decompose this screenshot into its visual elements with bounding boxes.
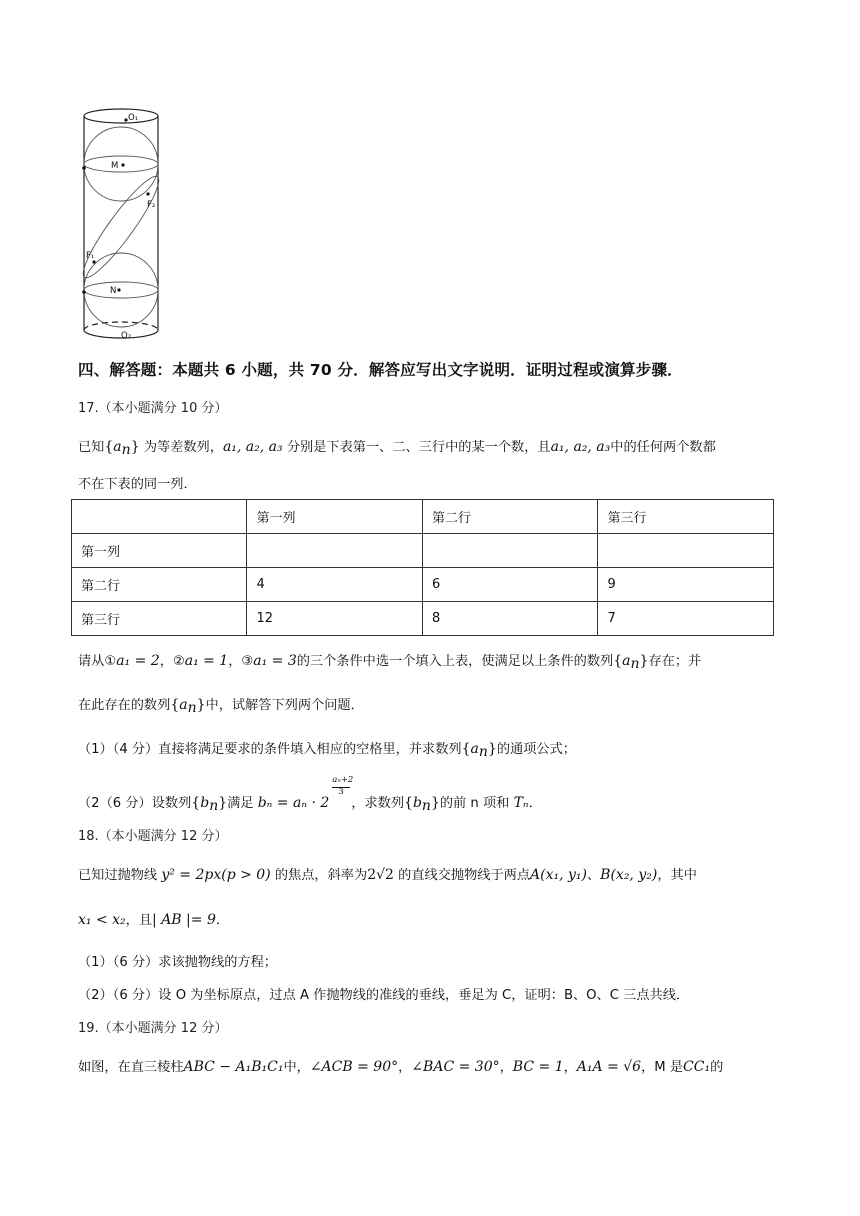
q19-line1: 如图，在直三棱柱ABC − A₁B₁C₁中，∠ACB = 90°，∠BAC = 30°，BC = 1，A₁A = √6，M 是CC₁的 <box>78 1059 724 1075</box>
table-row <box>72 534 774 568</box>
q17-choose-line: 请从①a₁ = 2，②a₁ = 1，③a₁ = 3的三个条件中选一个填入上表，使满足以上条件的数列$\{a_n\}$存在；并 <box>78 653 702 672</box>
table-cell: 12 <box>247 602 423 636</box>
q17-intro-line1: 已知$\{a_n\}$ 为等差数列，a₁, a₂, a₃ 分别是下表第一、二、三行中的某一个数，且a₁, a₂, a₃中的任何两个数都 <box>78 439 716 458</box>
q17-title: 17.（本小题满分 10 分） <box>78 401 228 416</box>
exponent: $\frac{\text{aₙ+2}}{3}$ <box>332 775 354 797</box>
table-cell: 第一列 <box>247 500 423 534</box>
table-cell: 7 <box>598 602 774 636</box>
cylinder-figure <box>74 106 170 348</box>
table-cell: 第二行 <box>422 500 597 534</box>
table-cell: 6 <box>422 568 597 602</box>
table-cell <box>72 500 247 534</box>
q18-line2: x₁ < x₂，且| AB |= 9． <box>78 912 230 928</box>
q18-title: 18.（本小题满分 12 分） <box>78 829 228 844</box>
q17-intro-line2: 不在下表的同一列． <box>78 477 197 492</box>
table-row <box>72 602 774 636</box>
q17-exist-line: 在此存在的数列$\{a_n\}$中，试解答下列两个问题． <box>78 697 364 716</box>
q18-line1: 已知过抛物线 y² = 2px(p > 0) 的焦点，斜率为2√2 的直线交抛物线于两点A(x₁, y₁)、B(x₂, y₂)，其中 <box>78 867 697 883</box>
table-cell <box>598 534 774 568</box>
q19-title: 19.（本小题满分 12 分） <box>78 1021 228 1036</box>
table-cell: 8 <box>422 602 597 636</box>
q18-part1: （1）（6 分）求该抛物线的方程； <box>78 955 277 970</box>
label-n: N <box>110 286 117 296</box>
table-cell: 第一列 <box>72 534 247 568</box>
q17-part1: （1）（4 分）直接将满足要求的条件填入相应的空格里，并求数列$\{a_n\}$的通项公式； <box>78 741 576 760</box>
label-o2: O₂ <box>121 331 132 341</box>
q17-table <box>71 499 774 636</box>
table-cell: 第三行 <box>598 500 774 534</box>
q17-part2: （2（6 分）设数列$\{b_n\}$满足 bₙ = aₙ · 2 $\frac{\text{aₙ+2}}{3}$ ，求数列$\{b_n\}$的前 n 项和 Tₙ． <box>78 775 542 814</box>
table-cell <box>422 534 597 568</box>
q18-part2: （2）（6 分）设 O 为坐标原点，过点 A 作抛物线的准线的垂线，垂足为 C，证明：B、O、C 三点共线． <box>78 988 690 1003</box>
table-header-row <box>72 500 774 534</box>
table-cell: 第三行 <box>72 602 247 636</box>
section-heading: 四、解答题：本题共 6 小题，共 70 分．解答应写出文字说明．证明过程或演算步骤． <box>78 361 683 379</box>
table-cell: 9 <box>598 568 774 602</box>
table-cell: 第二行 <box>72 568 247 602</box>
table-cell <box>247 534 423 568</box>
label-o1: O₁ <box>128 113 139 123</box>
label-m: M <box>111 161 119 171</box>
table-row <box>72 568 774 602</box>
table-cell: 4 <box>247 568 423 602</box>
label-f2: F₂ <box>147 200 156 210</box>
label-f1: F₁ <box>86 251 95 261</box>
